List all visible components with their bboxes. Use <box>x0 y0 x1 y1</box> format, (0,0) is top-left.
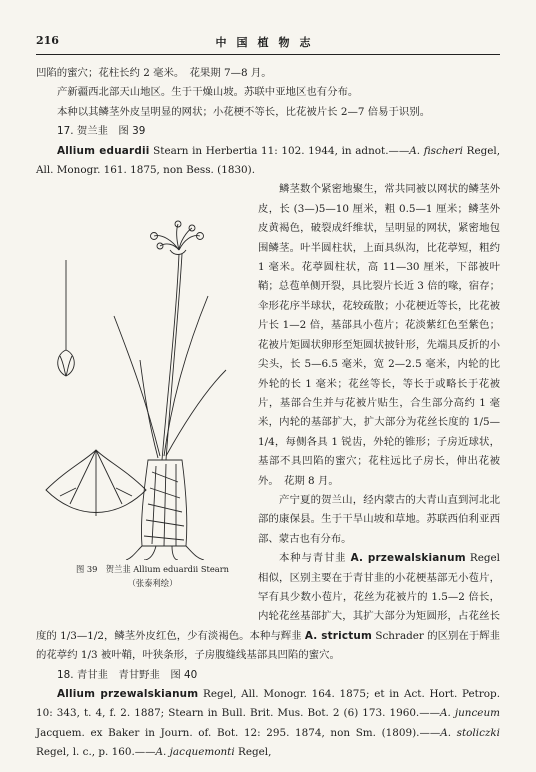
species-18-citation-3: Regel, l. c., p. 160.—— <box>36 746 156 759</box>
figure-caption <box>36 562 248 590</box>
species-17-heading: 17. 贺兰韭 图 39 <box>57 125 146 138</box>
species-17-citation-2: Regel, All. Monogr. 161. 1875, non Bess. (1830). <box>36 144 501 177</box>
species-18-citation-4: Regel, <box>234 746 272 759</box>
species-18-citation-2: Jacquem. ex Baker in Journ. of. Bot. 12: 295. 1874, non Sm. (1809).—— <box>36 726 441 739</box>
species-18-citation-1: Regel, All. Monogr. 164. 1875; et in Act. Hort. Petrop. 10: 343, t. 4, f. 2. 1887; Stearn in Bull. Brit. Mus. Bot. 2 (6) 173. 1960.—— <box>36 688 501 720</box>
body-text <box>36 64 500 763</box>
species-18-synonym-2: A. stoliczki <box>440 726 500 739</box>
species-18-latin: Allium przewalskianum <box>57 688 199 700</box>
species-17-citation-1: Stearn in Herbertia 11: 102. 1944, in adnot.—— <box>149 144 410 157</box>
species-18-synonym-1: A. junceum <box>440 707 500 720</box>
plant-illustration <box>36 220 248 560</box>
paragraph-prev-note: 本种以其鳞茎外皮呈明显的网状；小花梗不等长，比花被片长 2—7 倍易于识别。 <box>57 105 431 118</box>
paragraph-prev-distribution: 产新疆西北部天山地区。生于干燥山坡。苏联中亚地区也有分布。 <box>57 86 359 99</box>
figure-caption-line-2: （张泰利绘） <box>127 578 178 589</box>
species-18-citation <box>36 685 500 763</box>
species-17-citation <box>36 142 500 181</box>
species-17-synonym: A. fischeri <box>409 144 463 157</box>
species-18-heading: 18. 青甘韭 青甘野韭 图 40 <box>57 668 198 681</box>
species-17-description-text: 鳞茎数个紧密地聚生，常共同被以网状的鳞茎外皮，长 (3—)5—10 厘米，粗 0.5—1 厘米；鳞茎外皮黄褐色，破裂成纤维状，呈明显的网状，紧密地包围鳞茎。叶半圆柱状，上面具纵沟，比花葶短，粗约 1 毫米。花葶圆柱状，高 11—30 厘米，下部被叶鞘；总苞单侧开裂，具比裂片长近 3 倍的喙，宿存；伞形花序半球状，花较疏散；小花梗近等长，比花被片长 1—2 倍，基部具小苞片；花淡紫红色至紫色；花被片矩圆状卵形至矩圆状披针形，先端具反折的小尖头，长 5—6.5 毫米，宽 2—2.5 毫米，内轮的比外轮的长 1 毫米；花丝等长，等长于或略长于花被片，基部合生并与花被片贴生，合生部分高约 1 毫米，内轮的基部扩大，扩大部分为花丝长度的 1/5—1/4，每侧各具 1 锐齿，外轮的锥形；子房近球状，基部不具凹陷的蜜穴；花柱远比子房长，伸出花被外。 花期 8 月。 <box>258 183 500 487</box>
running-title: 中国植物志 <box>215 36 321 49</box>
paragraph-prev-end: 凹陷的蜜穴；花柱长约 2 毫米。 花果期 7—8 月。 <box>36 67 272 79</box>
species-17-note-post: Regel 相似，区别主要在于青甘韭的小花梗基部无小苞片，罕有具少数小苞片，花丝为花被片的 1.5—2 倍长，内轮花丝基部扩大，其扩大部分为矩圆形，占花丝长度的 1/3—1/2，鳞茎外皮红色，少有淡褐色。本种与辉韭 <box>36 552 500 642</box>
species-17-note-post-2: Schrader 的区别在于辉韭的花葶约 1/3 被叶鞘，叶狭条形，子房腹缝线基部具凹陷的蜜穴。 <box>36 629 500 662</box>
species-17-latin: Allium eduardii <box>57 144 150 157</box>
species-17-note-latin-2: A. strictum <box>304 629 373 642</box>
figure-39 <box>36 220 248 622</box>
page-number: 216 <box>36 34 59 47</box>
species-17-note-pre: 本种与青甘韭 <box>279 552 351 565</box>
species-18-synonym-3: A. jacquemonti <box>155 746 235 759</box>
figure-caption-line-1: 图 39 贺兰韭 Allium eduardii Stearn <box>75 564 230 575</box>
page-header <box>36 34 500 52</box>
species-17-distribution: 产宁夏的贺兰山，经内蒙古的大青山直到河北北部的康保县。生于干旱山坡和草地。苏联西伯利亚西部、蒙古也有分布。 <box>258 493 500 545</box>
header-rule <box>36 54 500 55</box>
species-17-note-latin: A. przewalskianum <box>350 552 466 565</box>
